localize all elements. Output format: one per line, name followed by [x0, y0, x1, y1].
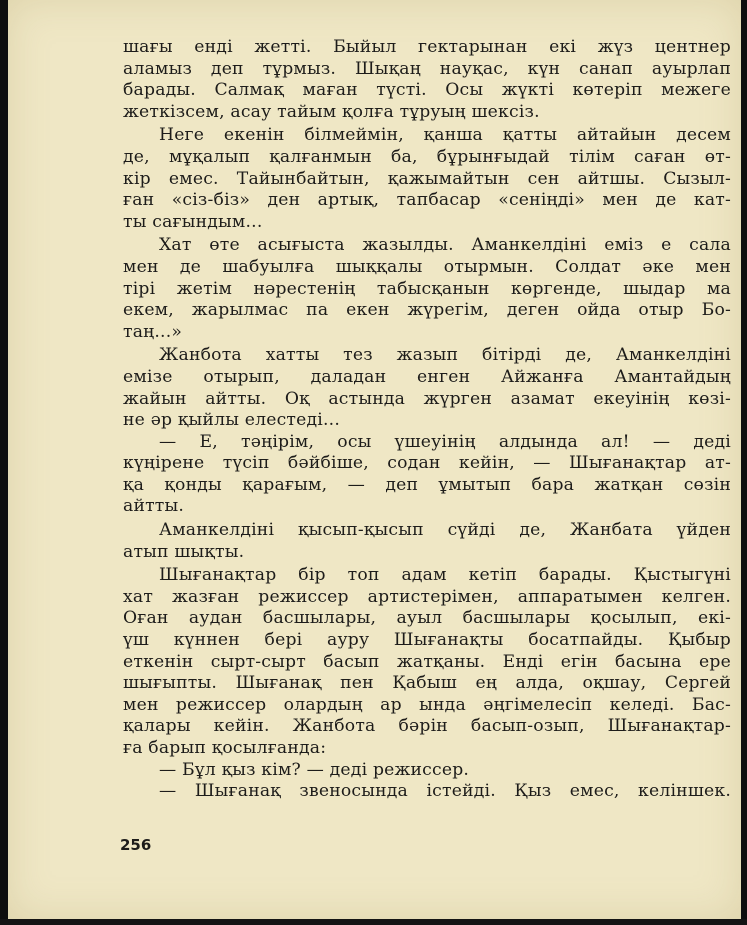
text-line: — Е, тәңірім, осы үшеуінің алдында ал! — деді	[159, 431, 731, 452]
text-line: шығыпты. Шығанақ пен Қабыш ең алда, оқшау, Сергей	[123, 673, 731, 694]
text-line: кір емес. Тайынбайтын, қажымайтын сен айтшы. Сызыл-	[123, 168, 731, 189]
text-line: екем, жарылмас па екен жүрегім, деген ойда отыр Бо-	[123, 300, 731, 321]
text-line: айтты.	[123, 496, 185, 517]
text-line: Жанбота хатты тез жазып бітірді де, Аманкелдіні	[159, 345, 731, 366]
text-line: еткенін сырт-сырт басып жатқаны. Енді егін басына ере	[123, 651, 731, 672]
text-line: жеткізсем, асау тайым қолға тұруың шексіз.	[123, 101, 540, 122]
text-line: үш күннен бері ауру Шығанақты босатпайды. Қыбыр	[123, 630, 731, 651]
text-line: жайын айтты. Оқ астында жүрген азамат екеуінің көзі-	[123, 388, 731, 409]
text-line: тірі жетім нәрестенің табысқанын көргенде, шыдар ма	[123, 278, 731, 299]
text-line: Аманкелдіні қысып-қысып сүйді де, Жанбата үйден	[159, 520, 731, 541]
text-line: не әр қыйлы елестеді...	[123, 410, 340, 431]
text-line: қалары кейін. Жанбота бәрін басып-озып, Шығанақтар-	[123, 716, 731, 737]
text-line: хат жазған режиссер артистерімен, аппаратымен келген.	[123, 586, 731, 607]
text-line: күңірене түсіп бәйбіше, содан кейін, — Шығанақтар ат-	[123, 453, 731, 474]
text-line: аламыз деп тұрмыз. Шықаң науқас, күн санап ауырлап	[123, 58, 731, 79]
text-line: — Шығанақ звеносында істейді. Қыз емес, келіншек.	[159, 781, 731, 802]
text-line: — Бұл қыз кім? — деді режиссер.	[159, 759, 470, 780]
text-line: Хат өте асығыста жазылды. Аманкелдіні еміз е сала	[159, 235, 731, 256]
text-line: де, мұқалып қалғанмын ба, бұрынғыдай тілім саған өт-	[123, 146, 731, 167]
text-line: барады. Салмақ маған түсті. Осы жүкті көтеріп межеге	[123, 80, 731, 101]
text-line: таң...»	[123, 321, 183, 342]
page-number: 256	[120, 836, 152, 854]
text-line: ған «сіз-біз» ден артық, тапбасар «сеніңді» мен де кат-	[123, 190, 731, 211]
text-line: мен де шабуылға шыққалы отырмын. Солдат әке мен	[123, 256, 731, 277]
book-page	[8, 0, 741, 919]
text-line: мен режиссер олардың ар ында әңгімелесіп келеді. Бас-	[123, 694, 731, 715]
text-line: шағы енді жетті. Быйыл гектарынан екі жүз центнер	[123, 37, 731, 57]
text-line: емізе отырып, даладан енген Айжанға Амантайдың	[123, 366, 731, 387]
text-line: ға барып қосылғанда:	[123, 738, 327, 758]
text-line: Шығанақтар бір топ адам кетіп барады. Қыстыгүні	[159, 565, 731, 586]
text-line: Неге екенін білмеймін, қанша қатты айтайын десем	[159, 125, 731, 146]
text-line: атып шықты.	[123, 541, 245, 562]
body-text	[123, 37, 731, 803]
scan-border	[0, 919, 747, 925]
text-line: қа қонды қарағым, — деп ұмытып бара жатқан сөзін	[123, 474, 731, 495]
text-line: ты сағындым...	[123, 211, 263, 232]
text-line: Оған аудан басшылары, ауыл басшылары қосылып, екі-	[123, 608, 731, 629]
